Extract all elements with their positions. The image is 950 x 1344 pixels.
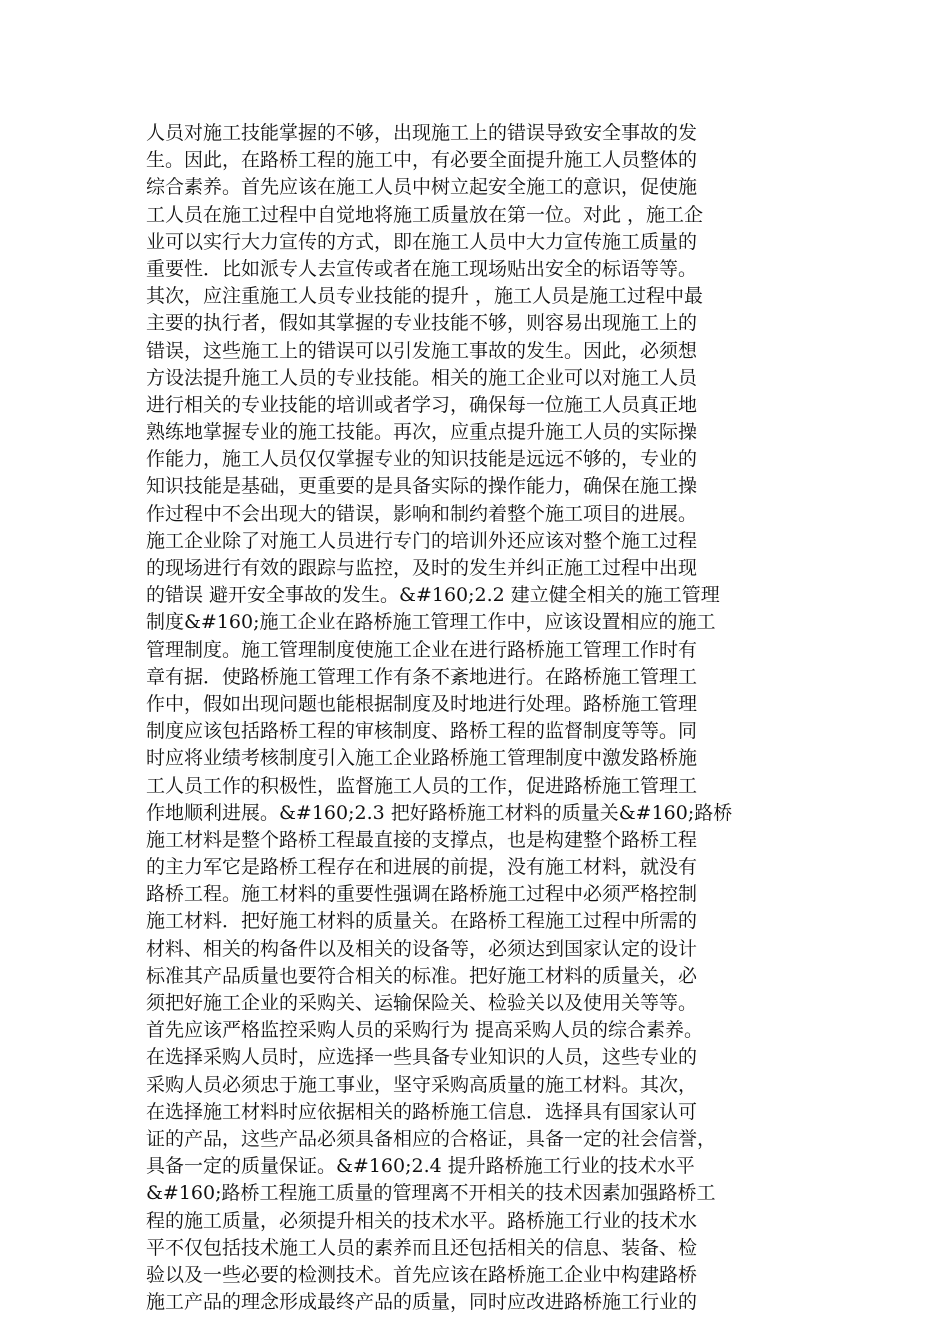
text-line: 的现场进行有效的跟踪与监控，及时的发生并纠正施工过程中出现: [146, 557, 698, 579]
text-line: 材料、相关的构备件以及相关的设备等，必须达到国家认定的设计: [146, 937, 698, 960]
text-line: 作中，假如出现问题也能根据制度及时地进行处理。路桥施工管理: [146, 692, 698, 715]
text-line: 其次，应注重施工人员专业技能的提升 ，施工人员是施工过程中最: [146, 285, 704, 308]
text-line: 路桥工程。施工材料的重要性强调在路桥施工过程中必须严格控制: [146, 883, 698, 906]
text-line: 验以及一些必要的检测技术。首先应该在路桥施工企业中构建路桥: [146, 1263, 698, 1286]
text-line: 熟练地掌握专业的施工技能。再次，应重点提升施工人员的实际操: [146, 421, 698, 444]
text-line: 制度&#160;施工企业在路桥施工管理工作中，应该设置相应的施工: [146, 611, 716, 634]
text-line: 须把好施工企业的采购关、运输保险关、检验关以及使用关等等。: [146, 992, 698, 1014]
text-line: 方设法提升施工人员的专业技能。相关的施工企业可以对施工人员: [146, 366, 698, 389]
text-line: 施工材料．把好施工材料的质量关。在路桥工程施工过程中所需的: [146, 910, 698, 933]
text-line: 进行相关的专业技能的培训或者学习，确保每一位施工人员真正地: [146, 393, 698, 416]
text-line: 平不仅包括技术施工人员的素养而且还包括相关的信息、装备、检: [146, 1236, 698, 1259]
text-line: 工人员工作的积极性，监督施工人员的工作，促进路桥施工管理工: [146, 774, 698, 797]
text-line: 的错误 避开安全事故的发生。&#160;2.2 建立健全相关的施工管理: [146, 584, 720, 607]
text-line: 业可以实行大力宣传的方式，即在施工人员中大力宣传施工质量的: [146, 230, 698, 253]
text-line: 的主力军它是路桥工程存在和进展的前提，没有施工材料，就没有: [146, 856, 698, 879]
text-line: 主要的执行者，假如其掌握的专业技能不够，则容易出现施工上的: [146, 312, 698, 335]
text-line: 施工产品的理念形成最终产品的质量，同时应改进路桥施工行业的: [146, 1291, 698, 1314]
text-line: 工人员在施工过程中自觉地将施工质量放在第一位。对此 ，施工企: [146, 203, 704, 226]
text-line: 作过程中不会出现大的错误，影响和制约着整个施工项目的进展。: [146, 502, 698, 525]
text-line: 时应将业绩考核制度引入施工企业路桥施工管理制度中激发路桥施: [146, 747, 698, 770]
text-line: 章有据．使路桥施工管理工作有条不紊地进行。在路桥施工管理工: [146, 665, 698, 688]
text-line: 管理制度。施工管理制度使施工企业在进行路桥施工管理工作时有: [146, 638, 698, 661]
text-line: 综合素养。首先应该在施工人员中树立起安全施工的意识，促使施: [146, 176, 698, 199]
text-line: 证的产品，这些产品必须具备相应的合格证，具备一定的社会信誉，: [146, 1127, 717, 1150]
text-line: 在选择采购人员时，应选择一些具备专业知识的人员，这些专业的: [146, 1046, 698, 1069]
text-line: 人员对施工技能掌握的不够，出现施工上的错误导致安全事故的发: [146, 122, 698, 144]
text-line: 生。因此，在路桥工程的施工中，有必要全面提升施工人员整体的: [146, 149, 698, 172]
text-line: &#160;路桥工程施工质量的管理离不开相关的技术因素加强路桥工: [146, 1182, 716, 1205]
text-line: 错误，这些施工上的错误可以引发施工事故的发生。因此，必须想: [146, 339, 698, 362]
text-line: 标准其产品质量也要符合相关的标准。把好施工材料的质量关，必: [146, 964, 698, 987]
text-line: 作能力，施工人员仅仅掌握专业的知识技能是远远不够的，专业的: [146, 448, 698, 471]
text-line: 采购人员必须忠于施工事业，坚守采购高质量的施工材料。其次，: [146, 1073, 698, 1096]
body-text: [146, 120, 806, 1316]
text-line: 首先应该严格监控采购人员的采购行为 提高采购人员的综合素养。: [146, 1019, 704, 1042]
text-line: 施工材料是整个路桥工程最直接的支撑点，也是构建整个路桥工程: [146, 828, 698, 851]
text-line: 作地顺利进展。&#160;2.3 把好路桥施工材料的质量关&#160;路桥: [146, 801, 733, 824]
text-line: 具备一定的质量保证。&#160;2.4 提升路桥施工行业的技术水平: [146, 1155, 695, 1178]
text-line: 重要性．比如派专人去宣传或者在施工现场贴出安全的标语等等。: [146, 257, 698, 280]
text-line: 施工企业除了对施工人员进行专门的培训外还应该对整个施工过程: [146, 529, 698, 552]
text-line: 制度应该包括路桥工程的审核制度、路桥工程的监督制度等等。同: [146, 720, 698, 743]
text-line: 知识技能是基础，更重要的是具备实际的操作能力，确保在施工操: [146, 475, 698, 498]
text-line: 程的施工质量，必须提升相关的技术水平。路桥施工行业的技术水: [146, 1209, 698, 1232]
text-line: 在选择施工材料时应依据相关的路桥施工信息．选择具有国家认可: [146, 1100, 698, 1123]
